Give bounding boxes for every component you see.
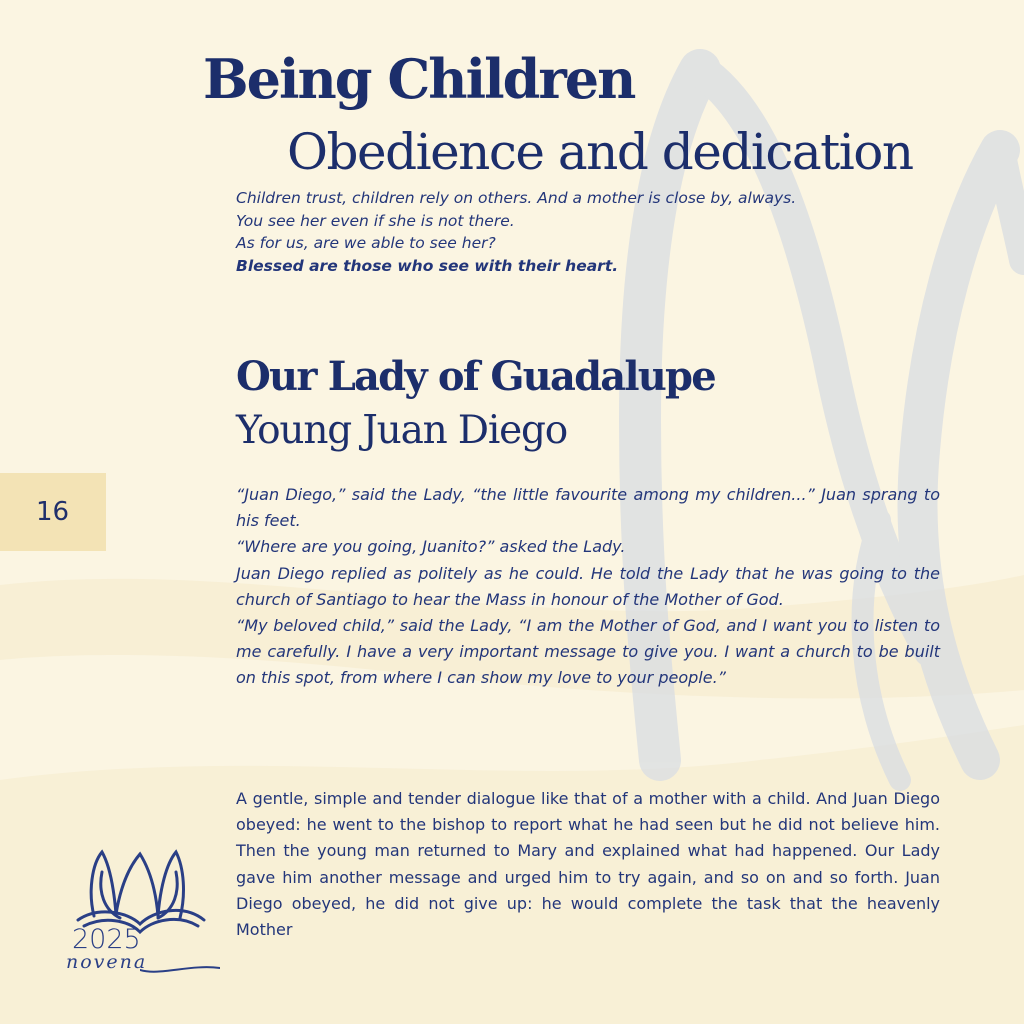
intro-line: You see her even if she is not there. <box>236 211 515 230</box>
story-paragraph: “Where are you going, Juanito?” asked the Lady. <box>236 537 626 557</box>
story-paragraph: “Juan Diego,” said the Lady, “the little favourite among my children...” Juan sprang to his feet. <box>236 485 940 531</box>
story-paragraph: “My beloved child,” said the Lady, “I am the Mother of God, and I want you to listen to me carefully. I have a very important message to give you. I want a church to be built on this spot, from where I can show my love to your people.” <box>236 616 940 688</box>
story-paragraph: Juan Diego replied as politely as he could. He told the Lady that he was going to the church of Santiago to hear the Mass in honour of the Mother of God. <box>236 563 940 609</box>
intro-text <box>236 187 936 277</box>
intro-line: Children trust, children rely on others. And a mother is close by, always. <box>236 189 797 207</box>
section-subtitle-juan-diego: Young Juan Diego <box>236 408 568 453</box>
section-title-being-children: Being Children <box>203 47 635 111</box>
section-title-guadalupe: Our Lady of Guadalupe <box>236 353 715 400</box>
story-text <box>236 482 940 692</box>
page-number: 16 <box>36 497 70 527</box>
intro-bold-line: Blessed are those who see with their heart. <box>236 256 619 275</box>
logo-swash-icon <box>140 962 220 976</box>
commentary-paragraph: A gentle, simple and tender dialogue like that of a mother with a child. And Juan Diego obeyed: he went to the bishop to report what he had seen but he did not believe him. Then the young man returned to Mary and explained what had happened. Our Lady gave him another message and urged him to try again, and so on and so forth. Juan Diego obeyed, he did not give up: he would complete the task that the heavenly Mother <box>236 789 940 940</box>
intro-line: As for us, are we able to see her? <box>236 234 496 252</box>
logo-year: 2025 <box>72 924 141 955</box>
commentary-text <box>236 786 940 943</box>
logo-word: novena <box>66 951 148 973</box>
section-subtitle-obedience: Obedience and dedication <box>287 123 913 181</box>
